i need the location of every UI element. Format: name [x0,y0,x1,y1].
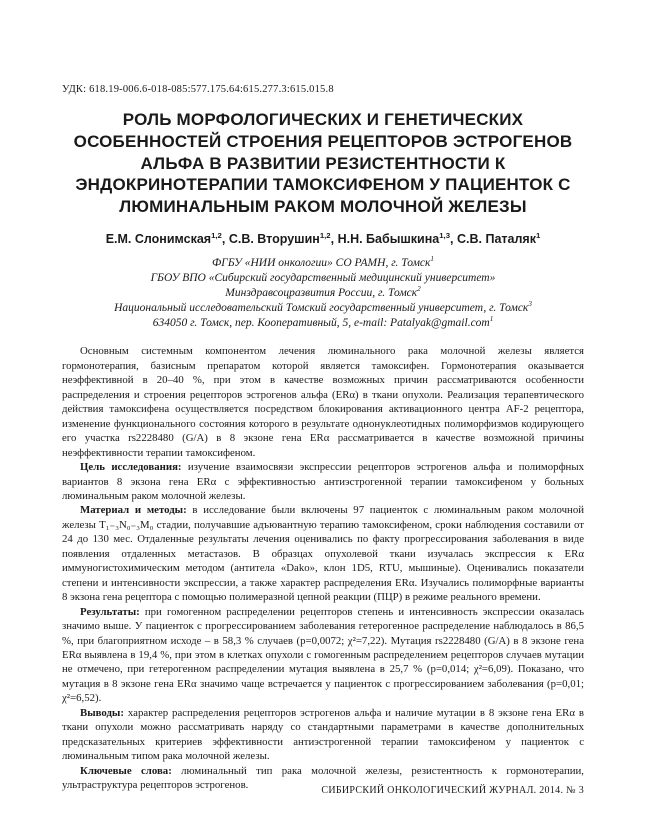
author-name: Н.Н. Бабышкина [337,231,440,246]
author-affiliation-marker: 1,2 [211,230,222,240]
affiliation-text: Минздравсоцразвития России, г. Томск [225,286,418,299]
affiliations-block [62,256,584,331]
authors-line [62,232,584,246]
author-separator: , [450,231,457,246]
abstract-keywords-label: Ключевые слова: [80,764,172,777]
abstract-results-text: при гомогенном распределении рецепторов степень и интенсивность экспрессии оказалась значимо выше. У пациенток с прогрессированием заболевания гетерогенное распределение наблюдалось в 86,5 %, при благоприятном исходе – в 58,3 % случаев (p=0,0072; χ²=7,22). Мутация rs2228480 (G/A) в 8 экзоне гена ERα выявлена в 19,4 %, при этом в клетках опухоли с гомогенным распределением рецепторов случаев мутации не отмечено, при гетерогенном распределении мутация выявлена в 25,7 % (p=0,014; χ²=6,09). Показано, что мутация в 8 экзоне гена ERα значимо чаще встречается у пациенток с прогрессированием заболевания (p=0,01; χ²=6,52). [62,605,585,705]
author-affiliation-marker: 1,2 [319,230,331,240]
abstract-keywords-text: люминальный тип рака молочной железы, резистентность к гормонотерапии, ультраструктура рецепторов эстрогенов. [62,764,584,792]
author-affiliation-marker: 1,3 [439,230,451,240]
affiliation-text: ФГБУ «НИИ онкологии» СО РАМН, г. Томск [212,256,431,269]
author-separator: , [330,231,338,246]
abstract-goal [62,460,584,503]
affiliation-marker: 1 [430,254,434,263]
author-name: Е.М. Слонимская [105,231,212,246]
author-affiliation-marker: 1 [535,230,541,240]
abstract-methods [62,503,584,604]
paper-title: РОЛЬ МОРФОЛОГИЧЕСКИХ И ГЕНЕТИЧЕСКИХ ОСОБЕННОСТЕЙ СТРОЕНИЯ РЕЦЕПТОРОВ ЭСТРОГЕНОВ АЛЬФА В РАЗВИТИИ РЕЗИСТЕНТНОСТИ К ЭНДОКРИНОТЕРАПИИ ТАМОКСИФЕНОМ У ПАЦИЕНТОК С ЛЮМИНАЛЬНЫМ РАКОМ МОЛОЧНОЙ ЖЕЛЕЗЫ [73,110,573,216]
abstract-results [62,605,584,706]
abstract-conclusions [62,706,584,764]
abstract-goal-text: изучение взаимосвязи экспрессии рецепторов эстрогенов альфа и полиморфных вариантов 8 экзона гена ERα с эффективностью антиэстрогенной терапии тамоксифеном у больных люминальным раком молочной железы. [62,461,584,502]
affiliation-contact-text: 634050 г. Томск, пер. Кооперативный, 5, e-mail: Patalyak@gmail.com [152,316,490,329]
author-separator: , [221,231,229,246]
affiliation-marker: 3 [528,299,532,308]
abstract-intro: Основным системным компонентом лечения люминального рака молочной железы является гормонотерапия, базисным препаратом которой является тамоксифен. Гормонотерапия оказывается неэффективной в 20–40 %, при этом в качестве возможных причин рассматриваются особенности распределения и строения рецепторов эстрогенов альфа (ERα) в ткани опухоли. Реализация терапевтического действия тамоксифена осуществляется посредством блокирования активационного центра AF-2 рецептора, изменение функционального состояния которого в результате однонуклеотидных полиморфизмов кодирующего его участка rs2228480 (G/A) в 8 экзоне гена ERα рассматривается в качестве возможной причины неэффективности терапии тамоксифеном. [62,345,584,459]
abstract-conclusions-text: характер распределения рецепторов эстрогенов альфа и наличие мутации в 8 экзоне гена ERα в ткани опухоли можно рассматривать наряду со стандартными параметрами в качестве дополнительных предсказательных критериев эффективности антиэстрогенной терапии тамоксифеном у пациенток с люминальным типом рака молочной железы. [62,706,584,763]
udc-line: УДК: 618.19-006.6-018-085:577.175.64:615.277.3:615.015.8 [62,84,334,95]
affiliation-contact-line [62,316,584,331]
abstract-results-label: Результаты: [80,605,140,618]
affiliation-line [62,256,584,271]
affiliation-text: ГБОУ ВПО «Сибирский государственный медицинский университет» [150,271,496,284]
abstract-conclusions-label: Выводы: [80,706,124,719]
abstract-methods-label: Материал и методы: [80,504,187,517]
affiliation-line [62,301,584,316]
author-name: С.В. Вторушин [228,231,320,246]
abstract-goal-label: Цель исследования: [80,461,182,474]
abstract-block [62,344,584,792]
abstract-methods-text: в исследование были включены 97 пациенток с люминальным раком молочной железы T₁₋₃N₀₋₃M₀ стадии, получавшие адъювантную терапию тамоксифеном, сроки наблюдения составили от 24 до 130 мес. Отдаленные результаты лечения оценивались по факту прогрессирования заболевания в виде появления отдаленных метастазов. В образцах опухолевой ткани изучалась экспрессия к ERα иммуногистохимическим методом (антитела «Dako», клон 1D5, RTU, мышиные). Оценивались показатели степени и интенсивности экспрессии, а также характер распределения ERα. Изучались полиморфные варианты 8 экзона гена рецептора с помощью полимеразной цепной реакции (ПЦР) в режиме реального времени. [62,504,584,604]
affiliation-marker: 2 [417,284,421,293]
affiliation-marker: 1 [489,314,494,323]
journal-footer: СИБИРСКИЙ ОНКОЛОГИЧЕСКИЙ ЖУРНАЛ. 2014. № 3 [321,785,584,796]
affiliation-line [62,286,584,301]
affiliation-text: Национальный исследовательский Томский государственный университет, г. Томск [114,301,529,314]
affiliation-line [62,271,584,286]
author-name: С.В. Паталяк [456,231,536,246]
